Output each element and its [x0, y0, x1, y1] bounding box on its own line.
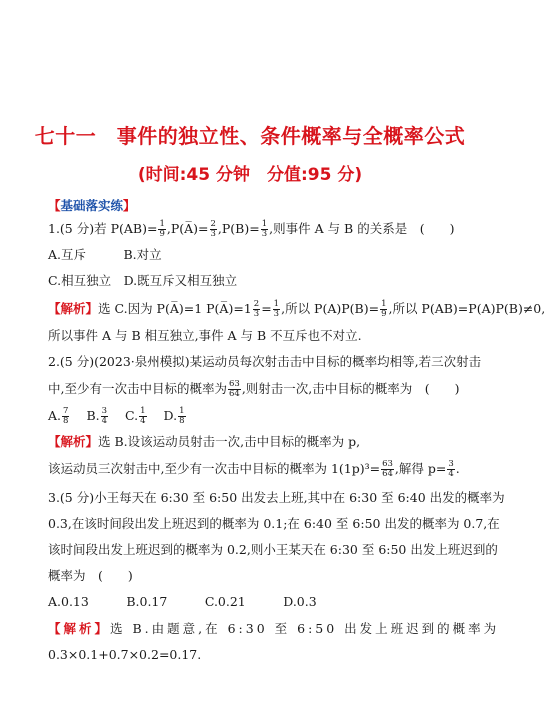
q1-ana-c: ,所以 P(A)P(B)=: [281, 301, 380, 316]
question-1-analysis: [48, 300, 545, 319]
q2-line2a: 中,至少有一次击中目标的概率为: [48, 381, 227, 396]
fraction: $\frac{1}{3}$: [273, 299, 280, 319]
q3-ana-line1: 选 B.由题意,在 6:30 至 6:50 出发上班迟到的概率为: [110, 621, 500, 636]
section-tag-label: 基础落实练: [60, 198, 124, 213]
question-2-stem-2: [48, 380, 460, 399]
fraction: $\frac{1}{9}$: [381, 299, 387, 319]
q1-text-c: ,P(B)=: [217, 221, 260, 236]
page-title: 七十一 事件的独立性、条件概率与全概率公式: [34, 124, 466, 148]
question-1-analysis-2: 所以事件 A 与 B 相互独立,事件 A 与 B 不互斥也不对立.: [48, 328, 362, 343]
fraction: $\frac{3}{4}$: [448, 459, 454, 479]
question-2-stem-1: 2.(5 分)(2023·泉州模拟)某运动员每次射击击中目标的概率均相等,若三次射击: [48, 354, 482, 369]
question-1-options-2: C.相互独立 D.既互斥又相互独立: [48, 273, 238, 288]
question-2-analysis: [48, 434, 360, 450]
question-1-options-1: A.互斥 B.对立: [48, 247, 162, 262]
fraction: $\frac{2}{3}$: [253, 299, 260, 319]
question-3-stem-4: 概率为 ( ): [48, 568, 133, 583]
question-2-options: [48, 407, 187, 426]
q2-ana-line1: 选 B.设该运动员射击一次,击中目标的概率为 p,: [98, 434, 361, 449]
fraction: $\frac{1}{3}$: [261, 219, 268, 239]
question-2-analysis-2: [48, 460, 460, 479]
fraction: $\frac{2}{3}$: [210, 219, 216, 239]
q1-text-a: 1.(5 分)若 P(AB)=: [48, 221, 158, 236]
question-3-analysis-2: 0.3×0.1+0.7×0.2=0.17.: [48, 647, 202, 662]
page-subtitle: (时间:45 分钟 分值:95 分): [137, 165, 363, 185]
q1-ana-b: =: [261, 301, 272, 316]
q2-ana-line2b: ,解得 p=: [394, 461, 447, 476]
q2-opt-d: D.: [163, 408, 178, 423]
fraction: $\frac{1}{9}$: [159, 219, 165, 239]
fraction: $\frac{63}{64}$: [382, 459, 393, 479]
q2-ana-line2a: 该运动员三次射击中,至少有一次击中目标的概率为 1(1p)³=: [48, 461, 381, 476]
section-tag: 【基础落实练】: [48, 198, 136, 213]
analysis-label: 【解析】: [48, 621, 111, 636]
q1-text-d: ,则事件 A 与 B 的关系是 ( ): [269, 221, 455, 236]
q2-line2b: ,则射击一次,击中目标的概率为 ( ): [241, 381, 460, 396]
question-3-stem-3: 该时间段出发上班迟到的概率为 0.2,则小王某天在 6:30 至 6:50 出发上班迟到的: [48, 542, 498, 557]
analysis-label: 【解析】: [48, 301, 99, 316]
q2-opt-a: A.: [48, 408, 62, 423]
q2-opt-c: C.: [125, 408, 139, 423]
q2-opt-b: B.: [86, 408, 100, 423]
fraction: $\frac{7}{8}$: [63, 406, 69, 426]
fraction: $\frac{1}{8}$: [179, 406, 185, 426]
fraction: $\frac{3}{4}$: [101, 406, 108, 426]
analysis-label: 【解析】: [48, 434, 99, 449]
question-3-stem-1: 3.(5 分)小王每天在 6:30 至 6:50 出发去上班,其中在 6:30 至 6:40 出发的概率为: [48, 490, 505, 505]
question-3-analysis: [48, 621, 499, 637]
question-1-stem: [48, 220, 454, 239]
q2-ana-line2c: .: [455, 461, 460, 476]
q1-ana-a: 选 C.因为 P(A̅)=1 P(A̅)=1: [98, 301, 252, 316]
question-3-options: A.0.13 B.0.17 C.0.21 D.0.3: [48, 594, 317, 609]
question-3-stem-2: 0.3,在该时间段出发上班迟到的概率为 0.1;在 6:40 至 6:50 出发的概率为 0.7,在: [48, 516, 500, 531]
fraction: $\frac{1}{4}$: [140, 406, 146, 426]
q1-ana-d: ,所以 P(AB)=P(A)P(B)≠0,: [388, 301, 545, 316]
fraction: $\frac{63}{64}$: [228, 379, 240, 399]
q1-text-b: ,P(A̅)=: [166, 221, 209, 236]
